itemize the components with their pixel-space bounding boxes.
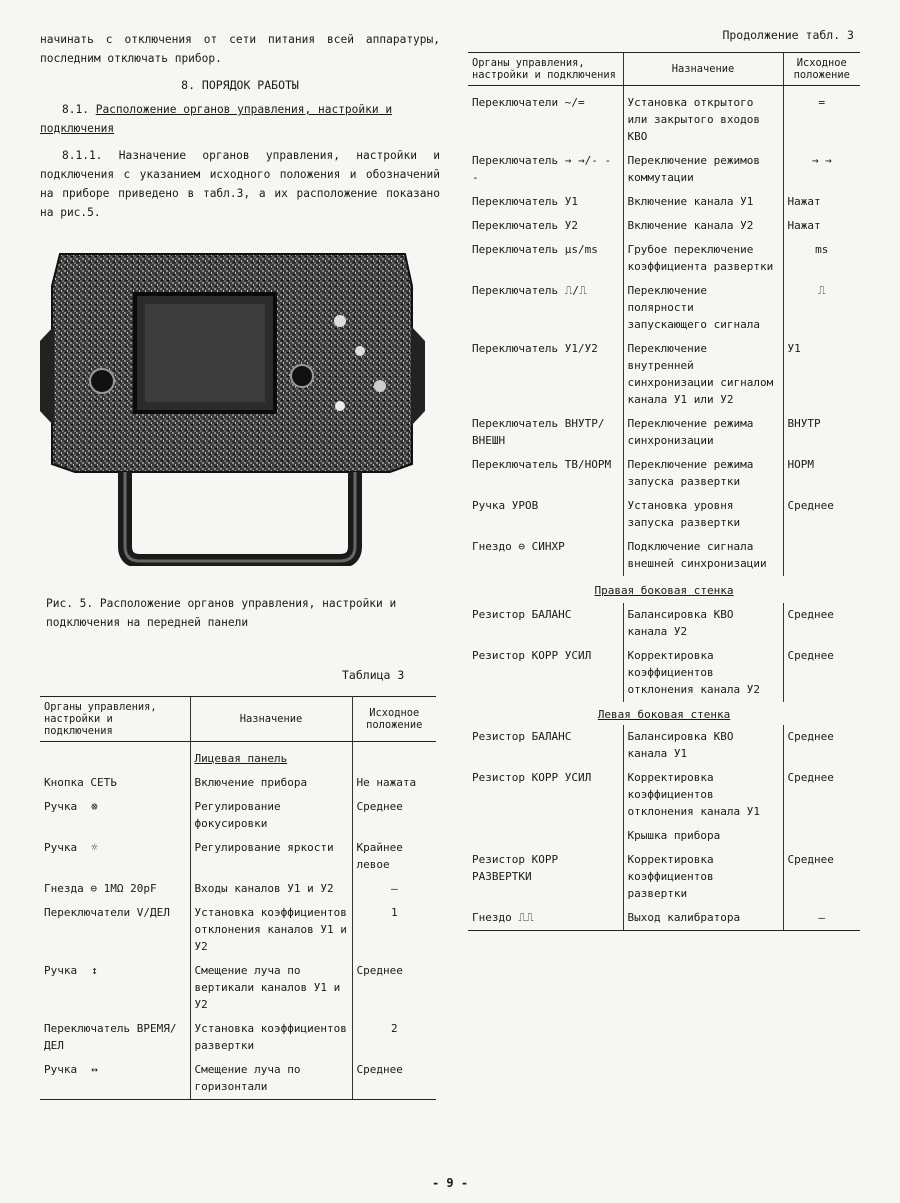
header-controls: Органы управления, настройки и подключения [40, 697, 190, 742]
section-title: 8. ПОРЯДОК РАБОТЫ [181, 78, 299, 92]
right-column [468, 28, 860, 931]
header-purpose: Назначение [190, 697, 352, 742]
table-row: Резистор КОРР УСИЛ Корректировка коэффициентов отклонения канала У2 Среднее [468, 644, 860, 702]
table-row: Переключатель У1 Включение канала У1 Нажат [468, 190, 860, 214]
table-row: Гнезда ⊖ 1MΩ 20pF Входы каналов У1 и У2 – [40, 877, 436, 901]
table-row: Ручка ↕ Смещение луча по вертикали каналов У1 и У2 Среднее [40, 959, 436, 1017]
header-purpose: Назначение [623, 53, 783, 86]
table-row: Резистор КОРР УСИЛ Корректировка коэффициентов отклонения канала У1 Среднее [468, 766, 860, 824]
vertical-shift-icon: ↕ [91, 964, 98, 977]
table-3-left [40, 696, 436, 1100]
table-row: Гнездо ⊖ СИНХР Подключение сигнала внешней синхронизации [468, 535, 860, 576]
table-row: Переключатель → →/- - - Переключение режимов коммутации → → [468, 149, 860, 190]
page-number: - 9 - [431, 1176, 469, 1190]
horizontal-shift-icon: ↔ [91, 1063, 98, 1076]
table-row: Переключатель ВНУТР/ВНЕШН Переключение режима синхронизации ВНУТР [468, 412, 860, 453]
table-row: Гнездо ⎍⎍ Выход калибратора – [468, 906, 860, 931]
table-row: Переключатель ⎍/⎍ Переключение полярности запускающего сигнала ⎍ [468, 279, 860, 337]
table-row: Ручка ☼ Регулирование яркости Крайнее левое [40, 836, 436, 877]
table-row: Переключатели ~/= Установка открытого или закрытого входов КВО = [468, 86, 860, 150]
table-row: Переключатель µs/ms Грубое переключение коэффициента развертки ms [468, 238, 860, 279]
figure-caption: Рис. 5. Расположение органов управления, настройки и подключения на передней панели [46, 597, 397, 629]
subsection-heading [40, 100, 440, 138]
table-row: Ручка ↔ Смещение луча по горизонтали Среднее [40, 1058, 436, 1100]
left-column [40, 30, 440, 222]
table-row: Переключатель ВРЕМЯ/ДЕЛ Установка коэффициентов развертки 2 [40, 1017, 436, 1058]
subsection-paragraph: 8.1.1. Назначение органов управления, настройки и подключения с указанием исходного положения и обозначений на приборе приведено в табл.3, а их расположение показано на рис.5. [40, 149, 440, 219]
table-row: Переключатель ТВ/НОРМ Переключение режима запуска развертки НОРМ [468, 453, 860, 494]
table-row: Переключатель У2 Включение канала У2 Нажат [468, 214, 860, 238]
brightness-icon: ☼ [91, 841, 98, 854]
header-initial-position: Исходное положение [783, 53, 860, 86]
header-controls: Органы управления, настройки и подключения [468, 53, 623, 86]
table-row: Переключатели V/ДЕЛ Установка коэффициентов отклонения каналов У1 и У2 1 [40, 901, 436, 959]
oscilloscope-photo [40, 246, 425, 566]
table-row: Резистор БАЛАНС Балансировка КВО канала У2 Среднее [468, 603, 860, 644]
table-row: Ручка УРОВ Установка уровня запуска развертки Среднее [468, 494, 860, 535]
group-left-wall: Левая боковая стенка [597, 708, 731, 721]
right-knob [291, 365, 313, 387]
carry-handle [125, 472, 355, 561]
intro-paragraph: начинать с отключения от сети питания всей аппаратуры, последним отключать прибор. [40, 33, 440, 65]
group-front-panel: Лицевая панель [190, 742, 352, 772]
subsection-title: Расположение органов управления, настройки и подключения [40, 103, 393, 135]
table-row: Резистор БАЛАНС Балансировка КВО канала У1 Среднее [468, 725, 860, 766]
subsection-number: 8.1. [62, 103, 89, 116]
group-right-wall: Правая боковая стенка [594, 584, 734, 597]
table-continuation-label: Продолжение табл. 3 [722, 28, 854, 42]
focus-icon: ⊗ [91, 800, 98, 813]
table-label: Таблица 3 [342, 668, 405, 682]
table-row: Переключатель У1/У2 Переключение внутренней синхронизации сигналом канала У1 или У2 У1 [468, 337, 860, 412]
table-row: Ручка ⊗ Регулирование фокусировки Среднее [40, 795, 436, 836]
table-row: Резистор КОРР РАЗВЕРТКИ Корректировка коэффициентов развертки Среднее [468, 848, 860, 906]
header-initial-position: Исходное положение [352, 697, 436, 742]
group-lid: Крышка прибора [468, 824, 860, 848]
table-row: Кнопка СЕТЬ Включение прибора Не нажата [40, 771, 436, 795]
left-knob [90, 369, 114, 393]
